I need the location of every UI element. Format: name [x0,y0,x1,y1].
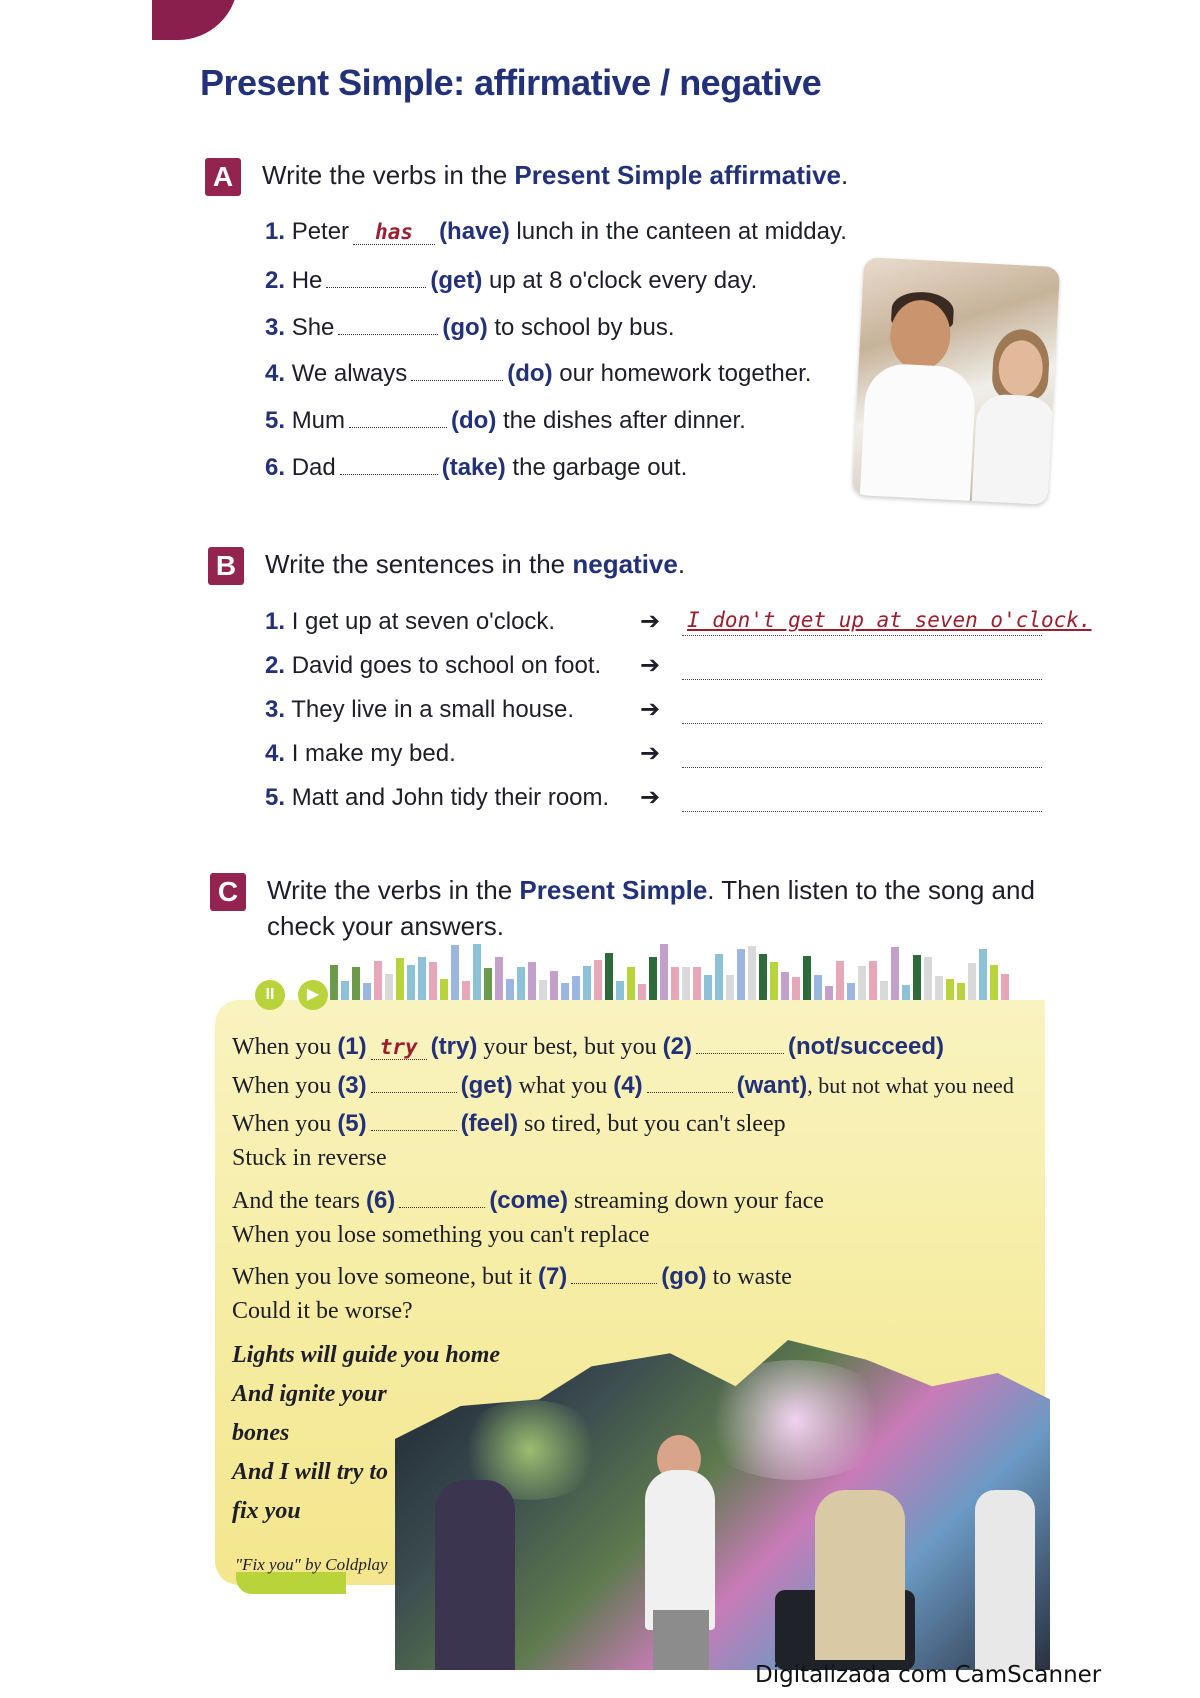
lyric-line-3 [232,1107,786,1138]
arrow-right-icon: ➔ [640,740,661,767]
item-number: 5. [265,784,286,811]
item-post: the dishes after dinner. [503,407,746,434]
equalizer-bar [330,965,338,1000]
answer-blank[interactable] [696,1030,784,1054]
answer-line[interactable] [682,740,1042,768]
audio-equalizer [330,940,1030,1000]
title-part1: Present Simple: affirmative [200,62,651,103]
equalizer-bar [352,967,360,1000]
lyric-verb: (get) [460,1072,513,1099]
equalizer-bar [385,974,393,1000]
equalizer-bar [825,986,833,1000]
equalizer-bar [836,961,844,1000]
lyric-text: When you [232,1111,332,1137]
answer-blank[interactable] [647,1069,733,1093]
photo-shape [975,1490,1035,1670]
answer-blank[interactable]: try [371,1035,427,1060]
answer-blank[interactable] [326,264,426,288]
exercise-b-item-1 [265,608,555,636]
song-credit: "Fix you" by Coldplay [235,1555,388,1574]
photo-shape [971,393,1057,505]
answer-blank[interactable] [371,1069,457,1093]
exercise-b-item-3 [265,696,574,724]
equalizer-bar [957,983,965,1000]
equalizer-bar [913,955,921,1000]
title-part2: negative [679,62,822,103]
arrow-right-icon: ➔ [640,784,661,811]
equalizer-bar [682,967,690,1000]
item-post: our homework together. [559,360,812,387]
answer-blank[interactable] [411,357,503,381]
lyric-verb: (not/succeed) [788,1033,945,1060]
section-a-instruction [262,160,848,191]
equalizer-bar [968,963,976,1000]
answer-blank[interactable] [338,311,438,335]
answer-blank[interactable] [399,1184,485,1208]
lyric-text: streaming down your face [574,1188,824,1214]
equalizer-bar [759,954,767,1000]
item-post: to school by bus. [494,314,675,341]
equalizer-bar [616,981,624,1000]
photo-shape [860,362,977,505]
item-post: the garbage out. [512,454,688,481]
arrow-right-icon: ➔ [640,696,661,723]
equalizer-bar [704,975,712,1000]
lyric-verb: (go) [661,1263,707,1290]
equalizer-bar [572,976,580,1000]
answer-line[interactable] [682,652,1042,680]
photo-shape [435,1480,515,1670]
equalizer-bar [605,953,613,1000]
answer-text: I don't get up at seven o'clock. [687,608,1092,632]
equalizer-bar [583,966,591,1000]
item-number: 1. [265,608,286,635]
gap-number: (4) [613,1072,643,1099]
equalizer-bar [495,957,503,1000]
gap-number: (6) [365,1187,396,1214]
equalizer-bar [946,979,954,1000]
equalizer-bar [550,971,558,1000]
lyric-line-6: When you lose something you can't replace [232,1222,650,1248]
item-pre: She [291,314,335,341]
equalizer-bar [671,967,679,1000]
equalizer-bar [792,977,800,1000]
item-post: lunch in the canteen at midday. [516,218,847,245]
gap-number: (7) [537,1263,568,1290]
equalizer-bar [902,985,910,1000]
gap-number: (5) [337,1110,367,1137]
students-photo [852,257,1060,505]
equalizer-bar [418,957,426,1000]
exercise-a-item-2 [265,264,757,295]
lyric-verb: (try) [430,1033,478,1060]
equalizer-bar [539,980,547,1000]
instr-end: . [841,160,849,190]
equalizer-bar [1001,974,1009,1000]
item-pre: He [291,267,323,294]
item-verb: (take) [441,454,506,481]
play-icon[interactable]: ▶ [298,980,328,1010]
equalizer-bar [726,975,734,1000]
lyric-text: to waste [712,1264,792,1290]
item-number: 1. [265,218,286,245]
equalizer-bar [770,962,778,1000]
exercise-b-item-4 [265,740,456,768]
equalizer-bar [627,967,635,1000]
equalizer-bar [924,957,932,1000]
instr-end: . [677,549,686,579]
arrow-right-icon: ➔ [640,652,661,679]
equalizer-bar [374,961,382,1000]
equalizer-bar [407,965,415,1000]
equalizer-bar [847,983,855,1000]
equalizer-bar [880,981,888,1000]
lyric-text: When you [232,1034,332,1060]
section-c-instruction-line2: check your answers. [267,911,504,941]
equalizer-bar [737,949,745,1000]
equalizer-bar [429,962,437,1000]
chorus-line-4: And I will try to [232,1459,389,1485]
equalizer-bar [858,966,866,1000]
photo-shape [815,1490,905,1660]
answer-line[interactable] [682,696,1042,724]
photo-shape [653,1610,709,1670]
equalizer-bar [891,947,899,1000]
equalizer-bar [869,961,877,1000]
answer-blank[interactable] [340,451,438,475]
pause-icon[interactable]: II [255,980,285,1010]
arrow-right-icon: ➔ [640,608,661,635]
item-text: Matt and John tidy their room. [291,784,610,811]
item-text: I make my bed. [291,740,456,767]
item-verb: (get) [430,267,483,294]
item-number: 6. [265,454,286,481]
lyric-text: When you [232,1073,332,1099]
exercise-b-item-2 [265,652,601,680]
gap-number: (2) [662,1033,692,1060]
chorus-line-3: bones [232,1420,290,1446]
chorus-line-2: And ignite your [232,1381,387,1407]
photo-shape [645,1470,715,1630]
equalizer-bar [660,944,668,1000]
equalizer-bar [363,983,371,1000]
lyric-text: , but not what you need [807,1073,1014,1098]
exercise-a-item-5 [265,404,746,435]
instr-plain: Write the verbs in the [267,875,520,905]
scanner-watermark: Digitalizada com CamScanner [755,1662,1102,1688]
equalizer-bar [748,946,756,1000]
answer-blank[interactable]: has [353,220,435,245]
title-slash: / [650,62,680,103]
item-text: I get up at seven o'clock. [291,608,556,635]
equalizer-bar [473,944,481,1000]
exercise-a-item-6 [265,451,687,482]
item-number: 4. [265,360,286,387]
section-b-instruction [265,549,685,580]
instr-plain: Write the sentences in the [265,549,573,579]
lyric-line-4: Stuck in reverse [232,1145,387,1171]
lyric-line-2 [232,1069,1014,1100]
answer-line[interactable] [682,784,1042,812]
item-pre: Peter [291,218,350,245]
instr-bold: Present Simple [519,875,708,905]
item-text: They live in a small house. [291,696,575,723]
lyric-line-7 [232,1260,792,1291]
item-verb: (have) [439,218,510,245]
instr-plain: . Then listen to the song and [707,875,1035,905]
equalizer-bar [781,972,789,1000]
item-text: David goes to school on foot. [291,652,602,679]
equalizer-bar [693,967,701,1000]
lyric-verb: (come) [489,1187,568,1214]
equalizer-bar [484,968,492,1000]
equalizer-bar [528,962,536,1000]
item-pre: Dad [291,454,336,481]
equalizer-bar [935,976,943,1000]
instr-bold: negative [572,549,678,579]
item-pre: We always [291,360,408,387]
page-title [200,62,821,104]
equalizer-bar [649,957,657,1000]
equalizer-bar [462,981,470,1000]
answer-blank[interactable] [371,1107,457,1131]
lyric-text: what you [518,1073,608,1099]
equalizer-bar [990,965,998,1000]
section-c-instruction [267,875,1035,906]
equalizer-bar [638,984,646,1000]
lyric-verb: (feel) [460,1110,518,1137]
equalizer-bar [517,967,525,1000]
instr-bold: Present Simple affirmative [514,160,841,190]
exercise-a-item-3 [265,311,674,342]
section-c-badge: C [210,873,246,911]
equalizer-bar [594,960,602,1000]
item-number: 2. [265,652,286,679]
item-verb: (do) [507,360,553,387]
lyric-line-5 [232,1184,824,1215]
exercise-a-item-4 [265,357,811,388]
page-corner-tab [152,0,238,40]
exercise-a-item-1 [265,218,847,246]
gap-number: (1) [337,1033,367,1060]
equalizer-bar [440,979,448,1000]
item-number: 3. [265,696,286,723]
item-pre: Mum [291,407,346,434]
equalizer-bar [451,945,459,1000]
equalizer-bar [803,956,811,1000]
item-number: 3. [265,314,286,341]
item-verb: (go) [442,314,488,341]
lyric-text: your best, but you [483,1034,657,1060]
lyric-line-1 [232,1030,944,1061]
equalizer-bar [979,949,987,1000]
chorus-line-5: fix you [232,1498,301,1524]
equalizer-bar [396,958,404,1000]
item-number: 5. [265,407,286,434]
instr-plain: Write the verbs in the [262,160,515,190]
item-verb: (do) [451,407,497,434]
lyric-line-8: Could it be worse? [232,1298,413,1324]
item-post: up at 8 o'clock every day. [489,267,758,294]
song-panel-base [236,1572,346,1594]
answer-blank[interactable] [571,1260,657,1284]
equalizer-bar [814,975,822,1000]
lyric-verb: (want) [736,1072,808,1099]
item-number: 2. [265,267,286,294]
chorus-line-1: Lights will guide you home [232,1342,501,1368]
lyric-text: When you love someone, but it [232,1264,532,1290]
equalizer-bar [715,954,723,1000]
equalizer-bar [561,983,569,1000]
exercise-b-item-5 [265,784,609,812]
lyric-text: And the tears [232,1188,360,1214]
answer-blank[interactable] [349,404,447,428]
equalizer-bar [506,979,514,1000]
lyric-text: so tired, but you can't sleep [524,1111,786,1137]
section-b-badge: B [208,547,244,585]
item-number: 4. [265,740,286,767]
section-a-badge: A [205,158,241,196]
equalizer-bar [341,981,349,1000]
gap-number: (3) [337,1072,367,1099]
